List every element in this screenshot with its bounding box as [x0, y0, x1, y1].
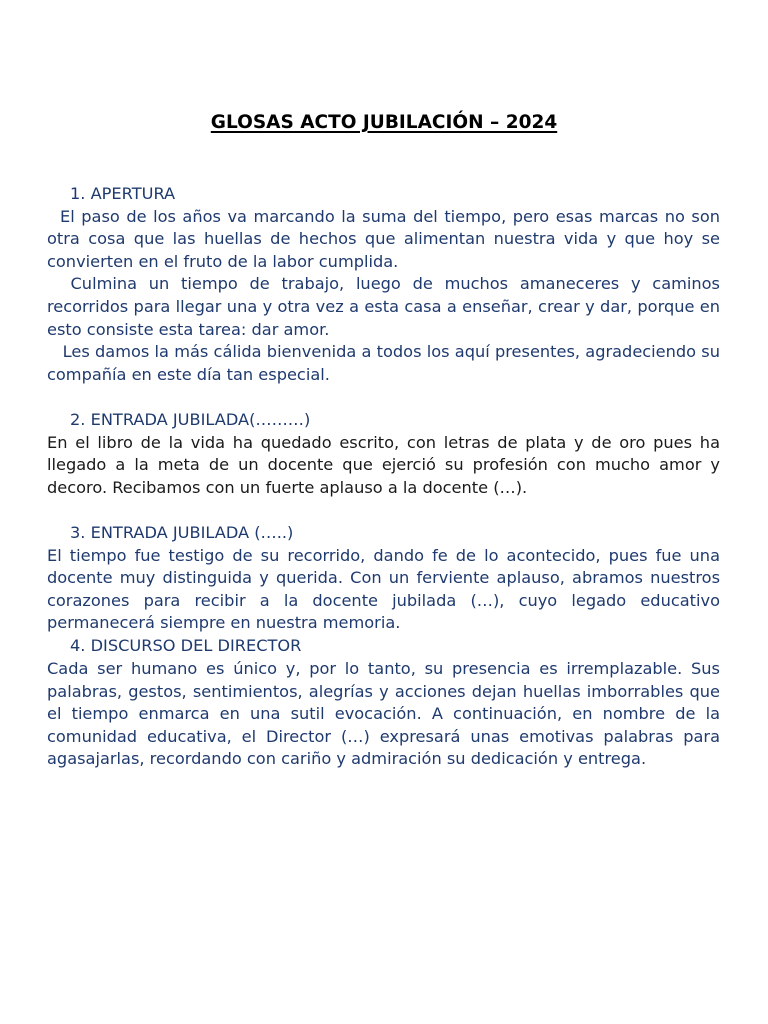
section-heading: 1. APERTURA: [70, 184, 176, 203]
spacer: [47, 386, 720, 409]
document-title: [0, 111, 768, 135]
section-heading: 4. DISCURSO DEL DIRECTOR: [70, 636, 302, 656]
paragraph: Les damos la más cálida bienvenida a todos los aquí presentes, agradeciendo su compañía en este día tan especial.: [47, 342, 720, 384]
section-entrada-jubilada-2: [47, 522, 720, 635]
section-discurso-director: [47, 635, 720, 771]
section-apertura: [47, 183, 720, 386]
paragraph: El paso de los años va marcando la suma del tiempo, pero esas marcas no son otra cosa que las huellas de hechos que alimentan nuestra vida y que hoy se convierten en el fruto de la labor cumplida.: [47, 206, 720, 271]
paragraph: El tiempo fue testigo de su recorrido, dando fe de lo acontecido, pues fue una docente muy distinguida y querida. Con un ferviente aplauso, abramos nuestros corazones para recibir a la docente jubilada (…), cuyo legado educativo permanecerá siempre en nuestra memoria.: [47, 545, 720, 633]
spacer: [47, 499, 720, 522]
section-entrada-jubilada-1: [47, 409, 720, 499]
document-title-text: GLOSAS ACTO JUBILACIÓN – 2024: [210, 112, 558, 133]
paragraph: En el libro de la vida ha quedado escrito, con letras de plata y de oro pues ha llegado a la meta de un docente que ejerció su profesión con mucho amor y decoro. Recibamos con un fuerte aplauso a la docente (…).: [47, 432, 720, 497]
paragraph: Culmina un tiempo de trabajo, luego de muchos amaneceres y caminos recorridos para llegar una y otra vez a esta casa a enseñar, crear y dar, porque en esto consiste esta tarea: dar amor.: [47, 274, 720, 339]
section-heading: 3. ENTRADA JUBILADA (…..): [70, 522, 294, 542]
document-body: [47, 183, 720, 771]
paragraph: Cada ser humano es único y, por lo tanto, su presencia es irremplazable. Sus palabras, gestos, sentimientos, alegrías y acciones dejan huellas imborrables que el tiempo enmarca en una sutil evocación. A continuación, en nombre de la comunidad educativa, el Director (…) expresará unas emotivas palabras para agasajarlas, recordando con cariño y admiración su dedicación y entrega.: [47, 659, 720, 769]
section-heading: 2. ENTRADA JUBILADA(………): [70, 409, 311, 429]
